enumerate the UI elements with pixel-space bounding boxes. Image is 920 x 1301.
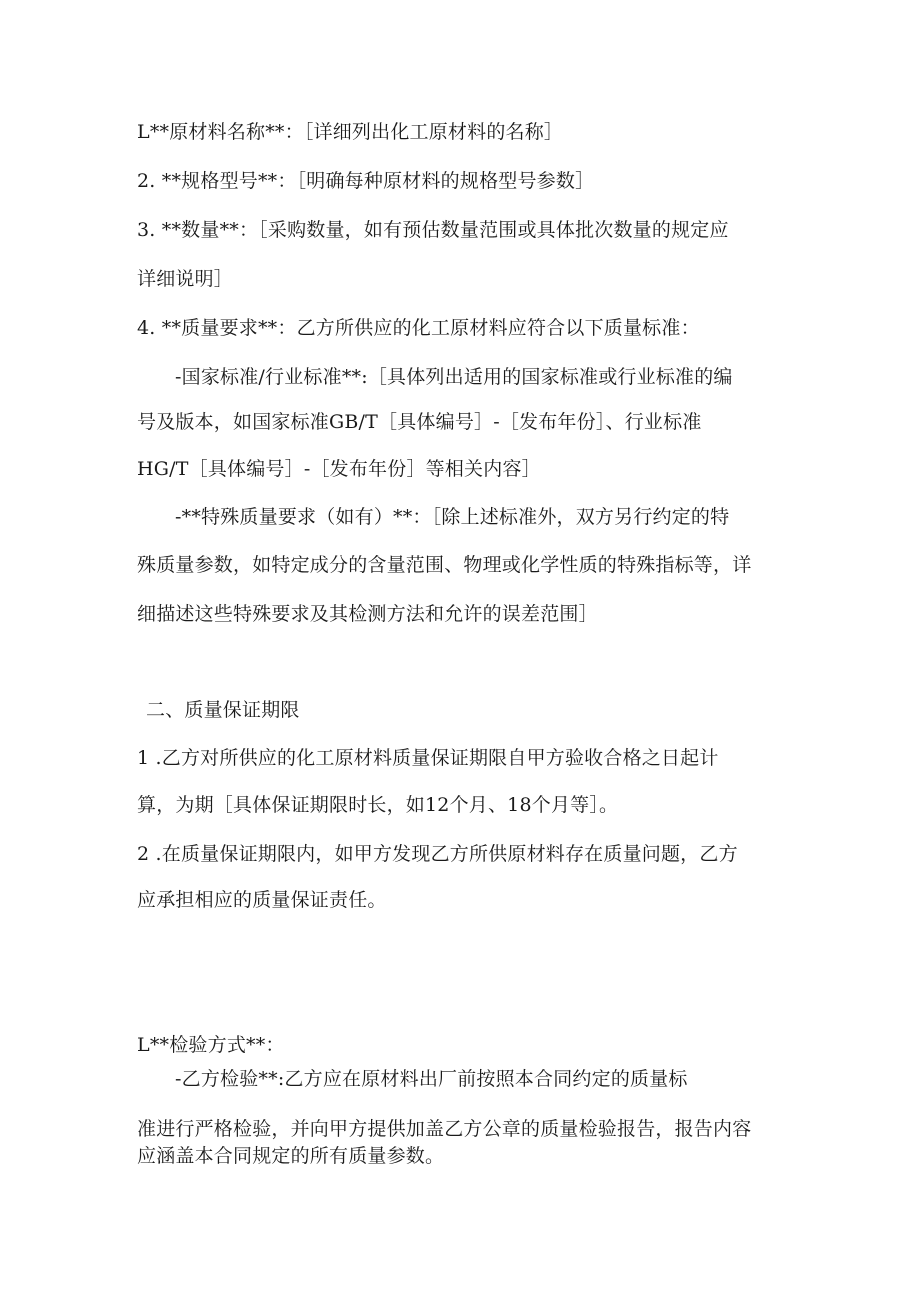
warranty-item-1: 1 .乙方对所供应的化工原材料质量保证期限自甲方验收合格之日起计: [137, 747, 719, 769]
sub-special-quality-cont-2: 细描述这些特殊要求及其检测方法和允许的误差范围］: [137, 603, 598, 625]
sub-supplier-inspection-cont-2: 应涵盖本合同规定的所有质量参数。: [137, 1145, 445, 1167]
sub-special-quality-cont-1: 殊质量参数，如特定成分的含量范围、物理或化学性质的特殊指标等，详: [137, 554, 752, 576]
item-quantity: 3. **数量**：［采购数量，如有预估数量范围或具体批次数量的规定应: [137, 219, 729, 241]
sub-supplier-inspection: -乙方检验**:乙方应在原材料出厂前按照本合同约定的质量标: [175, 1068, 688, 1090]
warranty-item-1-cont: 算，为期［具体保证期限时长，如12个月、18个月等］。: [137, 794, 619, 816]
section-heading-warranty: 二、质量保证期限: [146, 699, 300, 721]
sub-special-quality: -**特殊质量要求（如有）**：［除上述标准外，双方另行约定的特: [175, 506, 730, 528]
sub-supplier-inspection-cont-1: 准进行严格检验，并向甲方提供加盖乙方公章的质量检验报告，报告内容: [137, 1118, 752, 1140]
warranty-item-2: 2 .在质量保证期限内，如甲方发现乙方所供原材料存在质量问题，乙方: [137, 843, 738, 865]
sub-national-standard: -国家标准/行业标准**:［具体列出适用的国家标准或行业标准的编: [175, 366, 733, 388]
item-quality-requirements: 4. **质量要求**：乙方所供应的化工原材料应符合以下质量标准：: [137, 317, 700, 339]
item-material-name: L**原材料名称**：［详细列出化工原材料的名称］: [137, 121, 564, 143]
item-inspection-method: L**检验方式**：: [137, 1034, 285, 1056]
sub-national-standard-cont-2: HG/T［具体编号］-［发布年份］等相关内容］: [137, 458, 541, 480]
warranty-item-2-cont: 应承担相应的质量保证责任。: [137, 889, 387, 911]
item-spec-model: 2. **规格型号**：［明确每种原材料的规格型号参数］: [137, 170, 595, 192]
item-quantity-cont: 详细说明］: [137, 268, 234, 290]
sub-national-standard-cont-1: 号及版本，如国家标准GB/T［具体编号］-［发布年份］、行业标准: [137, 411, 702, 433]
